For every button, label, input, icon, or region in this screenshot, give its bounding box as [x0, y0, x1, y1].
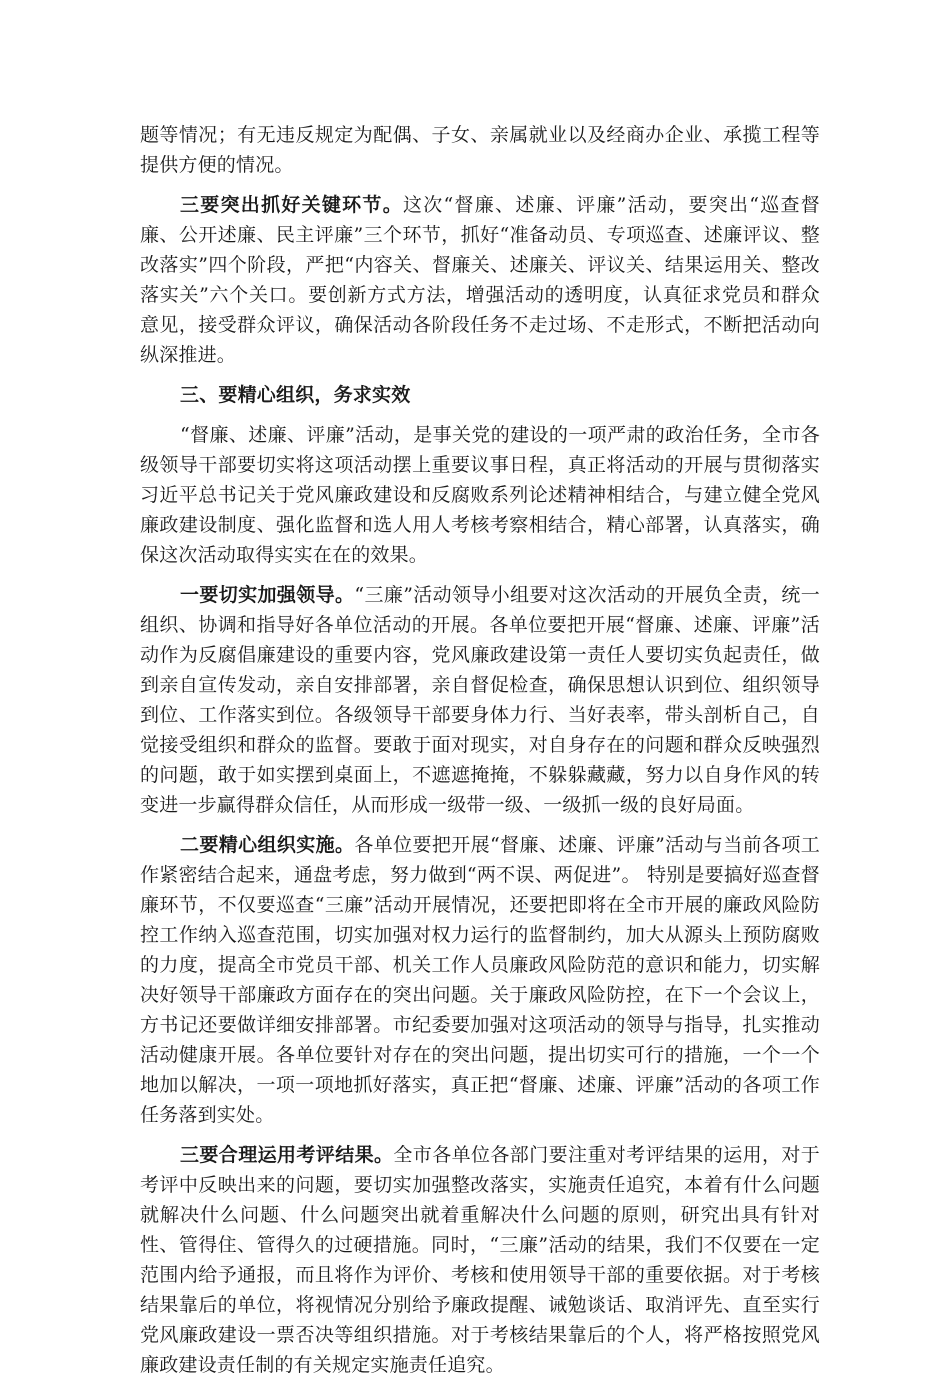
paragraph-leadership: [140, 580, 820, 820]
paragraph-key-links: [140, 190, 820, 370]
section-heading: 三、要精心组织，务求实效: [180, 384, 411, 406]
paragraph-text: 这次“督廉、述廉、评廉”活动，要突出“巡查督廉、公开述廉、民主评廉”三个环节，抓好“准备动员、专项巡查、述廉评议、整改落实”四个阶段，严把“内容关、督廉关、述廉关、评议关、结果运用关、整改落实关”六个关口。要创新方式方法，增强活动的透明度，认真征求党员和群众意见，接受群众评议，确保活动各阶段任务不走过场、不走形式，不断把活动向纵深推进。: [140, 194, 821, 366]
paragraph-lead: 三要突出抓好关键环节。: [180, 194, 403, 216]
paragraph-implementation: [140, 830, 820, 1130]
paragraph-text: “督廉、述廉、评廉”活动，是事关党的建设的一项严肃的政治任务，全市各级领导干部要切实将这项活动摆上重要议事日程，真正将活动的开展与贯彻落实习近平总书记关于党风廉政建设和反腐败系列论述精神相结合，与建立健全党风廉政建设制度、强化监督和选人用人考核考察相结合，精心部署，认真落实，确保这次活动取得实实在在的效果。: [140, 424, 820, 566]
paragraph-continuation: [140, 120, 820, 180]
paragraph-lead: 二要精心组织实施。: [180, 834, 355, 856]
paragraph-text: 各单位要把开展“督廉、述廉、评廉”活动与当前各项工作紧密结合起来，通盘考虑，努力做到“两不误、两促进”。 特别是要搞好巡查督廉环节，不仅要巡查“三廉”活动开展情况，还要把即将在全市开展的廉政风险防控工作纳入巡查范围，切实加强对权力运行的监督制约，加大从源头上预防腐败的力度，提高全市党员干部、机关工作人员廉政风险防范的意识和能力，切实解决好领导干部廉政方面存在的突出问题。关于廉政风险防控，在下一个会议上，方书记还要做详细安排部署。市纪委要加强对这项活动的领导与指导，扎实推动活动健康开展。各单位要针对存在的突出问题，提出切实可行的措施，一个一个地加以解决，一项一项地抓好落实，真正把“督廉、述廉、评廉”活动的各项工作任务落到实处。: [140, 834, 820, 1126]
document-page: [140, 120, 820, 1390]
paragraph-lead: 一要切实加强领导。: [180, 584, 355, 606]
paragraph-lead: 三要合理运用考评结果。: [180, 1144, 394, 1166]
paragraph-text: “三廉”活动领导小组要对这次活动的开展负全责，统一组织、协调和指导好各单位活动的开展。各单位要把开展“督廉、述廉、评廉”活动作为反腐倡廉建设的重要内容，党风廉政建设第一责任人要切实负起责任，做到亲自宣传发动，亲自安排部署，亲自督促检查，确保思想认识到位、组织领导到位、工作落实到位。各级领导干部要身体力行、当好表率，带头剖析自己，自觉接受组织和群众的监督。要敢于面对现实，对自身存在的问题和群众反映强烈的问题，敢于如实摆到桌面上，不遮遮掩掩，不躲躲藏藏，努力以自身作风的转变进一步赢得群众信任，从而形成一级带一级、一级抓一级的良好局面。: [140, 584, 820, 816]
paragraph-text: 全市各单位各部门要注重对考评结果的运用，对于考评中反映出来的问题，要切实加强整改落实，实施责任追究，本着有什么问题就解决什么问题、什么问题突出就着重解决什么问题的原则，研究出具有针对性、管得住、管得久的过硬措施。同时，“三廉”活动的结果，我们不仅要在一定范围内给予通报，而且将作为评价、考核和使用领导干部的重要依据。对于考核结果靠后的单位，将视情况分别给予廉政提醒、诫勉谈话、取消评先、直至实行党风廉政建设一票否决等组织措施。对于考核结果靠后的个人，将严格按照党风廉政建设责任制的有关规定实施责任追究。: [140, 1144, 821, 1376]
paragraph-results: [140, 1140, 820, 1380]
paragraph-text: 题等情况；有无违反规定为配偶、子女、亲属就业以及经商办企业、承揽工程等提供方便的情况。: [140, 124, 820, 176]
paragraph-intro: [140, 420, 820, 570]
